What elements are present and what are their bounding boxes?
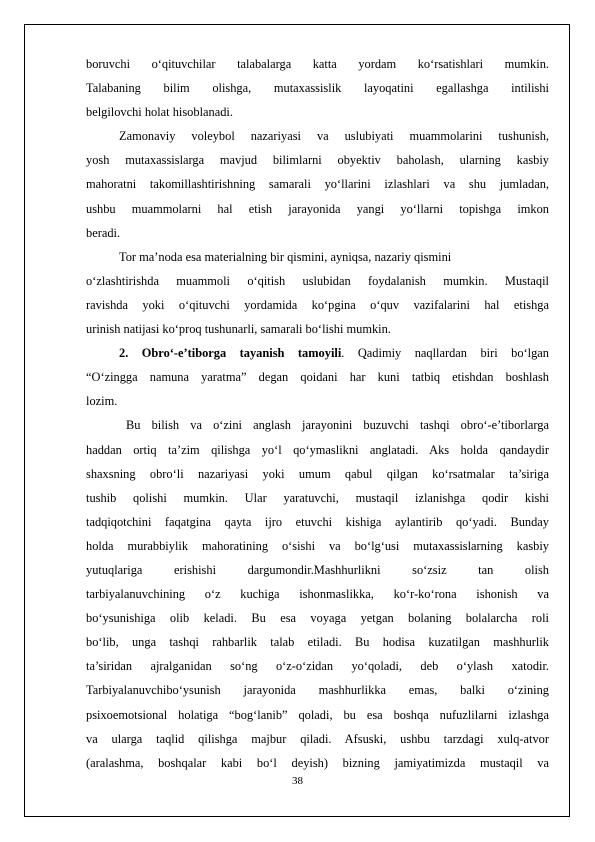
- section-heading: 2. Obro‘-e’tiborga tayanish tamoyili: [119, 346, 342, 361]
- text-line: holda murabbiylik mahoratining o‘sishi va bo‘lg‘usi mutaxassislarning kasbiy: [86, 538, 549, 553]
- text-span: . Qadimiy naqllardan biri bo‘lgan: [341, 346, 549, 361]
- document-body: [86, 52, 549, 775]
- text-line: tadqiqotchini faqatgina qayta ijro etuvchi kishiga aylantirib qo‘yadi. Bunday: [86, 514, 549, 529]
- paragraph-5: [86, 413, 549, 774]
- text-line: bo‘lib, unga tashqi rahbarlik talab etiladi. Bu hodisa kuzatilgan mashhurlik: [86, 635, 549, 650]
- text-line: Talabaning bilim olishga, mutaxassislik layoqatini egallashga intilishi: [86, 81, 549, 96]
- paragraph-2: [86, 124, 549, 244]
- text-line: (aralashma, boshqalar kabi bo‘l deyish) bizning jamiyatimizda mustaqil va: [86, 755, 549, 770]
- text-line: Tarbiyalanuvchibo‘ysunish jarayonida mashhurlikka emas, balki o‘zining: [86, 683, 549, 698]
- text-line: shaxsning obro‘li nazariyasi yoki umum qabul qilgan ko‘rsatmalar ta’siriga: [86, 466, 549, 481]
- text-line: va ularga taqlid qilishga majbur qiladi. Afsuski, ushbu tarzdagi xulq-atvor: [86, 731, 549, 746]
- text-line: belgilovchi holat hisoblanadi.: [86, 105, 233, 120]
- text-line: bo‘ysunishiga olib keladi. Bu esa voyaga yetgan bolaning bolalarcha roli: [86, 611, 549, 626]
- text-line: psixoemotsional holatiga “bog‘lanib” qoladi, bu esa boshqa nufuzlilarni izlashga: [86, 707, 549, 722]
- text-line: ravishda yoki o‘qituvchi yordamida ko‘pgina o‘quv vazifalarini hal etishga: [86, 297, 549, 312]
- text-line: lozim.: [86, 394, 118, 409]
- text-line: beradi.: [86, 225, 121, 240]
- text-line: yosh mutaxassislarga mavjud bilimlarni obyektiv baholash, ularning kasbiy: [86, 153, 549, 168]
- text-line: o‘zlashtirishda muammoli o‘qitish uslubidan foydalanish mumkin. Mustaqil: [86, 273, 549, 288]
- text-line: Zamonaviy voleybol nazariyasi va uslubiyati muammolarini tushunish,: [119, 129, 549, 144]
- paragraph-3: [86, 245, 549, 341]
- text-line: mahoratni takomillashtirishning samarali yo‘llarini izlashlari va shu jumladan,: [86, 177, 549, 192]
- paragraph-1: [86, 52, 549, 124]
- text-line: boruvchi o‘qituvchilar talabalarga katta yordam ko‘rsatishlari mumkin.: [86, 57, 549, 71]
- text-line: [86, 341, 549, 365]
- text-line: Tor ma’noda esa materialning bir qismini, ayniqsa, nazariy qismini: [119, 249, 452, 264]
- text-line: haddan ortiq ta’zim qilishga yo‘l qo‘ymaslikni anglatadi. Aks holda qandaydir: [86, 442, 549, 457]
- text-line: ta’siridan ajralganidan so‘ng o‘z-o‘zidan yo‘qoladi, deb o‘ylash xatodir.: [86, 659, 549, 674]
- text-line: tushib qolishi mumkin. Ular yaratuvchi, mustaqil izlanishga qodir kishi: [86, 490, 549, 505]
- text-line: tarbiyalanuvchining o‘z kuchiga ishonmaslikka, ko‘r-ko‘rona ishonish va: [86, 587, 549, 602]
- text-line: “O‘zingga namuna yaratma” degan qoidani har kuni tatbiq etishdan boshlash: [86, 370, 549, 385]
- paragraph-4: [86, 341, 549, 413]
- text-line: urinish natijasi ko‘proq tushunarli, samarali bo‘lishi mumkin.: [86, 322, 391, 337]
- text-line: Bu bilish va o‘zini anglash jarayonini buzuvchi tashqi obro‘-e’tiborlarga: [126, 418, 549, 433]
- page-number: 38: [292, 775, 303, 787]
- text-line: ushbu muammolarni hal etish jarayonida yangi yo‘llarni topishga imkon: [86, 201, 549, 216]
- text-line: yutuqlariga erishishi dargumondir.Mashhurlikni so‘zsiz tan olish: [86, 562, 549, 577]
